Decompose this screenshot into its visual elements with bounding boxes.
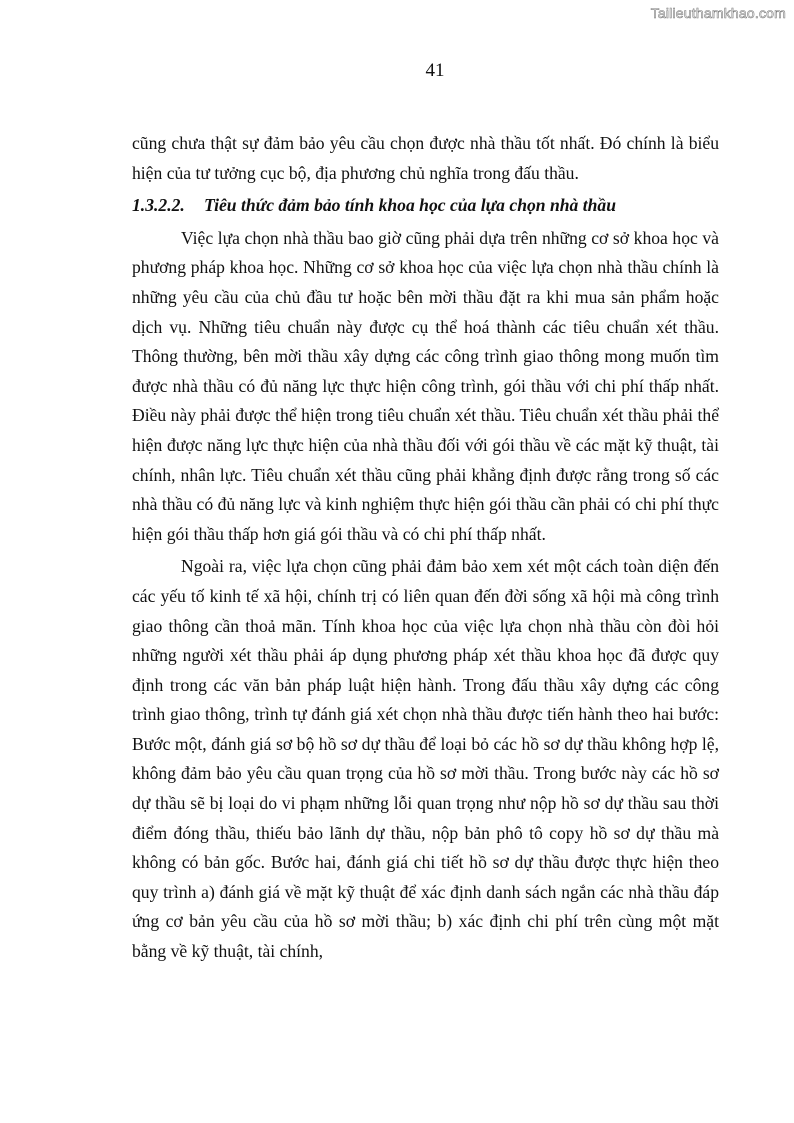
paragraph-evaluation-process: Ngoài ra, việc lựa chọn cũng phải đảm bảo xem xét một cách toàn diện đến các yếu tố kinh tế xã hội, chính trị có liên quan đến đời sống xã hội mà công trình giao thông cần thoả mãn. Tính khoa học của việc lựa chọn nhà thầu còn đòi hỏi những người xét thầu phải áp dụng phương pháp xét thầu khoa học đã được quy định trong các văn bản pháp luật hiện hành. Trong đấu thầu xây dựng các công trình giao thông, trình tự đánh giá xét chọn nhà thầu được tiến hành theo hai bước: Bước một, đánh giá sơ bộ hồ sơ dự thầu để loại bỏ các hồ sơ dự thầu không hợp lệ, không đảm bảo yêu cầu quan trọng của hồ sơ mời thầu. Trong bước này các hồ sơ dự thầu sẽ bị loại do vi phạm những lỗi quan trọng như nộp hồ sơ dự thầu sau thời điểm đóng thầu, thiếu bảo lãnh dự thầu, nộp bản phô tô copy hồ sơ dự thầu mà không có bản gốc. Bước hai, đánh giá chi tiết hồ sơ dự thầu được thực hiện theo quy trình a) đánh giá về mặt kỹ thuật để xác định danh sách ngắn các nhà thầu đáp ứng cơ bản yêu cầu của hồ sơ mời thầu; b) xác định chi phí trên cùng một mặt bằng về kỹ thuật, tài chính,	[132, 556, 719, 962]
section-heading	[132, 191, 719, 221]
watermark-text: Tailieuthamkhao.com	[650, 5, 786, 21]
paragraph-scientific-criteria: Việc lựa chọn nhà thầu bao giờ cũng phải dựa trên những cơ sở khoa học và phương pháp khoa học. Những cơ sở khoa học của việc lựa chọn nhà thầu chính là những yêu cầu của chủ đầu tư hoặc bên mời thầu đặt ra khi mua sản phẩm hoặc dịch vụ. Những tiêu chuẩn này được cụ thể hoá thành các tiêu chuẩn xét thầu. Thông thường, bên mời thầu xây dựng các công trình giao thông mong muốn tìm được nhà thầu có đủ năng lực thực hiện công trình, gói thầu với chi phí thấp nhất. Điều này phải được thể hiện trong tiêu chuẩn xét thầu. Tiêu chuẩn xét thầu phải thể hiện được năng lực thực hiện của nhà thầu đối với gói thầu về các mặt kỹ thuật, tài chính, nhân lực. Tiêu chuẩn xét thầu cũng phải khẳng định được rằng trong số các nhà thầu có đủ năng lực và kinh nghiệm thực hiện gói thầu cần phải có chi phí thực hiện gói thầu thấp hơn giá gói thầu và có chi phí thấp nhất.	[132, 227, 719, 544]
page-number: 41	[425, 60, 445, 81]
section-number: 1.3.2.2.	[132, 195, 185, 216]
paragraph-continued: cũng chưa thật sự đảm bảo yêu cầu chọn được nhà thầu tốt nhất. Đó chính là biểu hiện của tư tưởng cục bộ, địa phương chủ nghĩa trong đấu thầu.	[132, 133, 719, 183]
document-body	[132, 129, 719, 967]
section-title: Tiêu thức đảm bảo tính khoa học của lựa chọn nhà thầu	[204, 195, 616, 216]
